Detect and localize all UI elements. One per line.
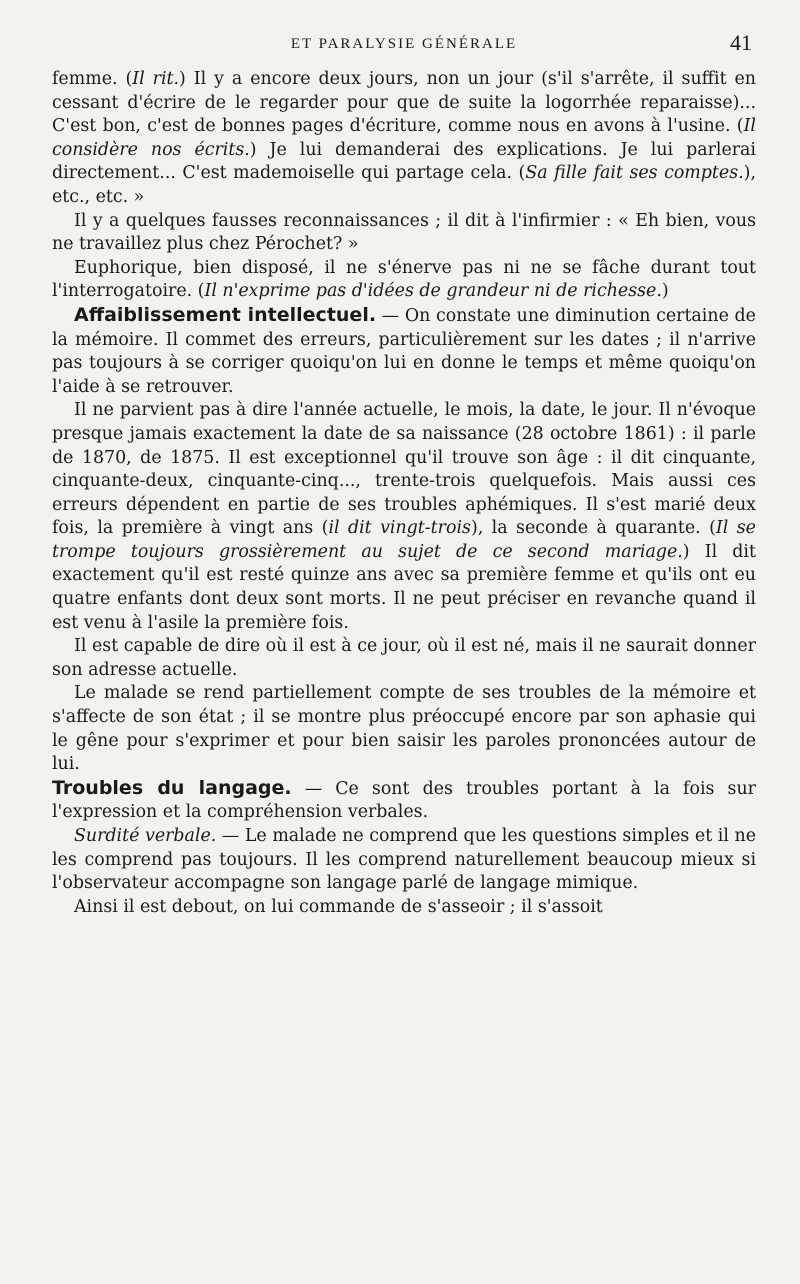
paragraph-dates [52, 399, 756, 635]
page-header [52, 28, 756, 68]
paragraph-euphoric [52, 257, 756, 304]
body-text [52, 68, 756, 919]
text-run: ) Je lui demanderai des explications. Je lui parlerai directement... C'est mademoiselle qui partage cela. ( [52, 139, 756, 184]
page-number: 41 [730, 30, 752, 55]
section-heading-intellectual-decline: Affaiblissement intellectuel. [74, 303, 377, 326]
paragraph-false-recognitions [52, 210, 756, 257]
paragraph-awareness [52, 682, 756, 776]
text-run: ), etc., etc. » [52, 163, 756, 207]
paragraph-example [52, 896, 756, 920]
italic-note: Il n'exprime pas d'idées de grandeur ni de richesse. [204, 281, 662, 302]
text-run: ) Il dit exactement qu'il est resté quinze ans avec sa première femme et qu'ils ont eu quatre enfants dont deux sont morts. Il ne peut préciser en revanche quand il est venu à l'asile la première fois. [52, 541, 756, 633]
stage-direction: Il rit. [132, 69, 180, 89]
text-run: ), la seconde à quarante. ( [470, 518, 716, 539]
text-run: — On constate une diminution certaine de la mémoire. Il commet des erreurs, particulièrement sur les dates ; il n'arrive pas toujours à se corriger quoiqu'on lui en donne le temps et même quoiqu'on l'aide à se retrouver. [52, 305, 756, 397]
paragraph-dialogue-end [52, 68, 756, 210]
text-run: — Le malade ne comprend que les questions simples et il ne les comprend pas toujours. Il les comprend naturellement beaucoup mieux si l'observateur accompagne son langage parlé de langage mimique. [52, 826, 756, 894]
italic-note: Il se trompe toujours grossièrement au sujet de ce second mariage. [52, 518, 756, 562]
text-run: femme. ( [52, 69, 133, 89]
running-title: ET PARALYSIE GÉNÉRALE [290, 36, 518, 52]
paragraph-language-troubles [52, 777, 756, 825]
text-run: Il ne parvient pas à dire l'année actuelle, le mois, la date, le jour. Il n'évoque presque jamais exactement la date de sa naissance (28 octobre 1861) : il parle de 1870, de 1875. Il est exceptionnel qu'il trouve son âge : il dit cinquante, cinquante-deux, cinquante-cinq..., trente-trois quelquefois. Mais aussi ces erreurs dépendent en partie de ses troubles aphémiques. Il s'est marié deux fois, la première à vingt ans ( [52, 400, 756, 539]
paragraph-intellectual-decline [52, 304, 756, 399]
italic-note: il dit vingt-trois [328, 518, 471, 539]
paragraph-verbal-deafness [52, 825, 756, 896]
text-run: — Ce sont des troubles portant à la fois sur l'expression et la compréhension verbales. [52, 778, 756, 823]
stage-direction: Il considère nos écrits. [52, 116, 756, 160]
stage-direction: Sa fille fait ses comptes. [525, 163, 744, 184]
paragraph-orientation [52, 635, 756, 682]
text-run: Il y a quelques fausses reconnaissances ; il dit à l'infirmier : « Eh bien, vous ne travaillez plus chez Pérochet? » [52, 210, 756, 255]
section-heading-language-troubles: Troubles du langage. [52, 776, 292, 799]
text-run: ) Il y a encore deux jours, non un jour (s'il s'arrête, il suffit en cessant d'écrire de le regarder pour que de suite la logorrhée reparaisse)... C'est bon, c'est de bonnes pages d'écriture, comme nous en avons à l'usine. ( [52, 69, 757, 137]
text-run: ) [661, 281, 669, 302]
subsection-heading-verbal-deafness: Surdité verbale. [74, 826, 217, 846]
text-run: Il est capable de dire où il est à ce jour, où il est né, mais il ne saurait donner son adresse actuelle. [52, 636, 756, 680]
text-run: Ainsi il est debout, on lui commande de s'asseoir ; il s'assoit [74, 896, 603, 917]
text-run: Euphorique, bien disposé, il ne s'énerve pas ni ne se fâche durant tout l'interrogatoire. ( [52, 257, 756, 302]
text-run: Le malade se rend partiellement compte de ses troubles de la mémoire et s'affecte de son état ; il se montre plus préoccupé encore par son aphasie qui le gêne pour s'exprimer et pour bien saisir les paroles prononcées autour de lui. [52, 683, 756, 775]
